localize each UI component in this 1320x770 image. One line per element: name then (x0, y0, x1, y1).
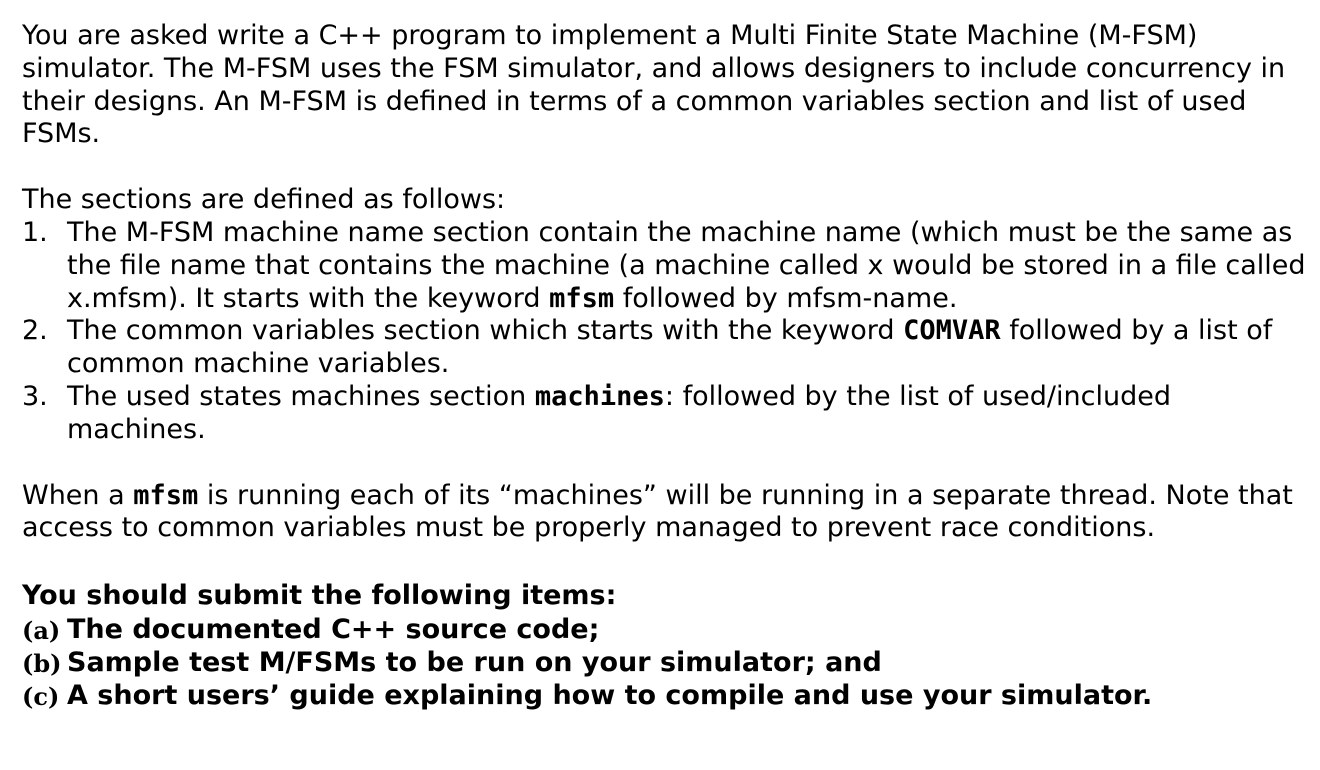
list-number: 2. (22, 315, 48, 347)
section-text-tail: followed by a list of common machine variables. (67, 315, 1273, 380)
paragraph-spacer (22, 545, 1312, 578)
intro-paragraph: You are asked write a C++ program to implement a Multi Finite State Machine (M-FSM) simulator. The M-FSM uses the FSM simulator, and allows designers to include concurrency in their designs. An M-FSM is defined in terms of a common variables section and list of used FSMs. (22, 20, 1286, 150)
keyword-comvar: COMVAR (903, 315, 1001, 347)
deliverable-marker: (b) (22, 648, 62, 678)
deliverable-item (22, 680, 1312, 713)
deliverables-list (22, 614, 1312, 712)
deliverable-item (22, 647, 1312, 680)
running-text: When a (22, 479, 134, 511)
keyword-machines: machines (534, 380, 665, 412)
list-number: 1. (22, 216, 48, 248)
list-number: 3. (22, 380, 48, 412)
assignment-document (22, 20, 1312, 713)
keyword-mfsm: mfsm (549, 282, 615, 314)
section-item-machines (22, 381, 1312, 447)
keyword-mfsm-running: mfsm (133, 479, 199, 511)
submit-heading: You should submit the following items: (22, 580, 617, 612)
deliverable-text: Sample test M/FSMs to be run on your simulator; and (67, 646, 882, 678)
section-item-common-variables (22, 315, 1312, 381)
sections-lead: The sections are defined as follows: (22, 184, 506, 216)
deliverable-marker: (a) (22, 616, 61, 646)
section-text-tail: followed by mfsm-name. (614, 282, 958, 314)
paragraph-spacer (22, 151, 1312, 184)
sections-list (22, 217, 1312, 447)
section-text: The common variables section which starts with the keyword (67, 315, 904, 347)
section-text-tail: : followed by the list of used/included machines. (67, 380, 1171, 445)
deliverable-text: A short users’ guide explaining how to compile and use your simulator. (67, 679, 1153, 711)
running-paragraph (22, 480, 1312, 546)
deliverable-text: The documented C++ source code; (67, 614, 600, 646)
running-text-tail: is running each of its “machines” will be running in a separate thread. Note that access to common variables must be properly managed to prevent race conditions. (22, 479, 1293, 544)
paragraph-spacer (22, 447, 1312, 480)
deliverable-item (22, 614, 1312, 647)
deliverable-marker: (c) (22, 681, 60, 711)
section-item-machine-name (22, 217, 1312, 315)
section-text: The used states machines section (67, 380, 535, 412)
section-text: The M-FSM machine name section contain the machine name (which must be the same as the file name that contains the machine (a machine called x would be stored in a file called x.mfsm). It starts with the keyword (67, 216, 1306, 314)
